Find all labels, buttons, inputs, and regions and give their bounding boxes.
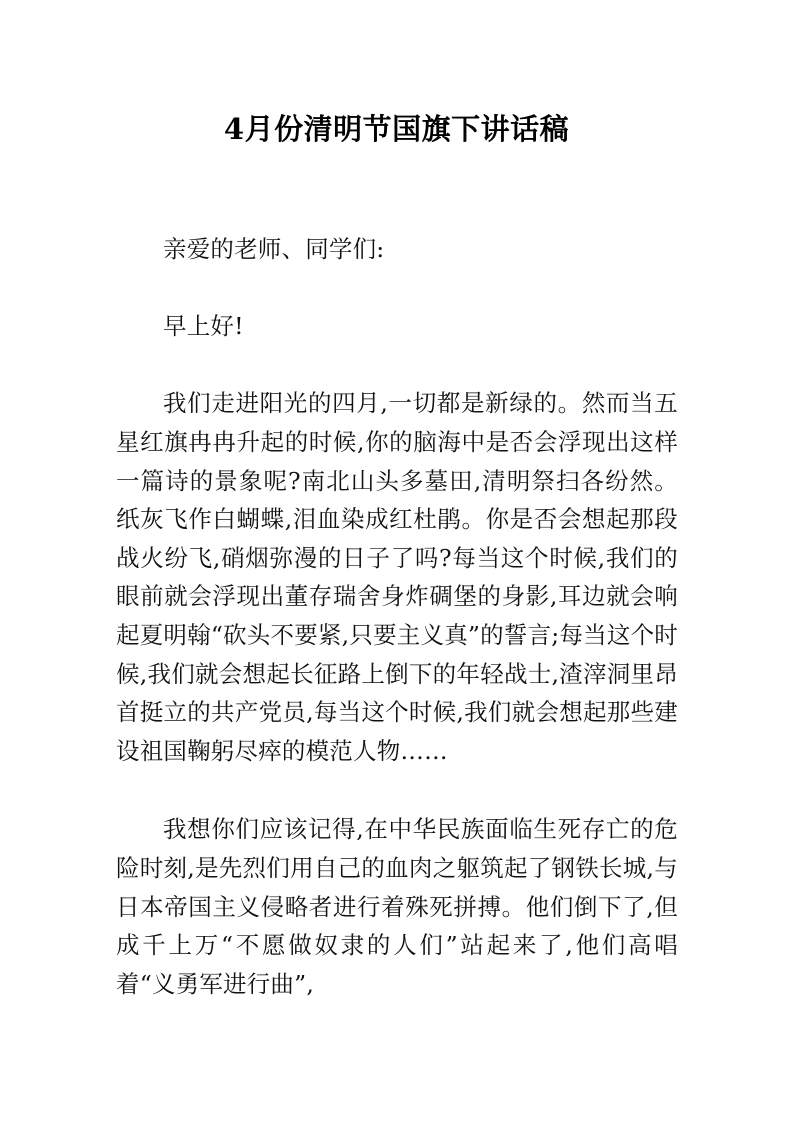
spacer bbox=[116, 770, 678, 810]
salutation-line: 亲爱的老师、同学们: bbox=[163, 235, 385, 263]
greeting-line: 早上好! bbox=[163, 312, 244, 341]
spacer bbox=[116, 269, 678, 308]
spacer bbox=[116, 346, 678, 385]
body-paragraph-2: 我想你们应该记得,在中华民族面临生死存亡的危险时刻,是先烈们用自己的血肉之躯筑起了钢铁长城,与日本帝国主义侵略者进行着殊死拼搏。他们倒下了,但成千上万“不愿做奴隶的人们”站起来了,他们高唱着“义勇军进行曲”, bbox=[116, 815, 678, 998]
body-paragraph-1: 我们走进阳光的四月,一切都是新绿的。然而当五星红旗冉冉升起的时候,你的脑海中是否会浮现出这样一篇诗的景象呢?南北山头多墓田,清明祭扫各纷然。纸灰飞作白蝴蝶,泪血染成红杜鹃。你是否会想起那段战火纷飞,硝烟弥漫的日子了吗?每当这个时候,我们的眼前就会浮现出董存瑞舍身炸碉堡的身影,耳边就会响起夏明翰“砍头不要紧,只要主义真”的誓言;每当这个时候,我们就会想起长征路上倒下的年轻战士,渣滓洞里昂首挺立的共产党员,每当这个时候,我们就会想起那些建设祖国鞠躬尽瘁的模范人物…… bbox=[116, 389, 678, 765]
page-title: 4月份清明节国旗下讲话稿 bbox=[223, 112, 570, 147]
document-body bbox=[116, 230, 678, 1003]
